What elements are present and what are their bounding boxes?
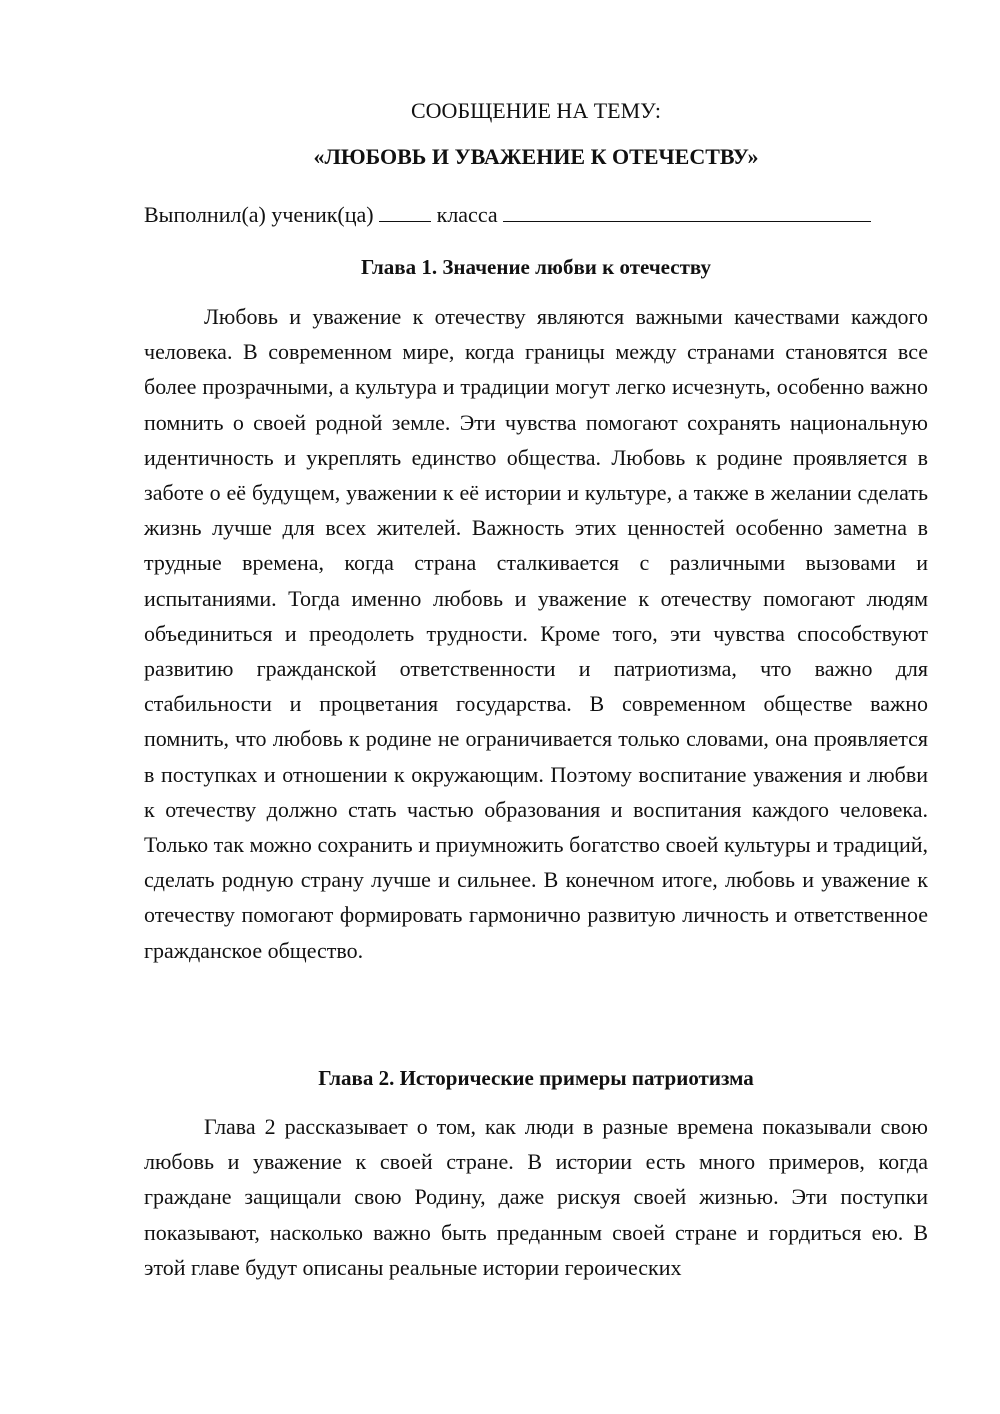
document-title-line1: СООБЩЕНИЕ НА ТЕМУ: <box>411 98 661 123</box>
document-title-line2: «ЛЮБОВЬ И УВАЖЕНИЕ К ОТЕЧЕСТВУ» <box>313 144 759 169</box>
student-name-blank <box>503 197 871 222</box>
author-label: Выполнил(а) ученик(ца) <box>144 202 374 227</box>
class-number-blank <box>379 197 431 222</box>
chapter-1-heading: Глава 1. Значение любви к отечеству <box>360 255 712 279</box>
class-label: класса <box>436 202 498 227</box>
chapter-2-paragraph: Глава 2 рассказывает о том, как люди в разные времена показывали свою любовь и уважение к своей стране. В истории есть много примеров, когда граждане защищали свою Родину, даже рискуя своей жизнью. Эти поступки показывают, насколько важно быть преданным своей стране и гордиться ею. В этой главе будут описаны реальные истории героических <box>144 1114 928 1280</box>
author-line <box>144 197 928 230</box>
chapter-2-heading: Глава 2. Исторические примеры патриотизма <box>318 1066 754 1090</box>
chapter-1-paragraph: Любовь и уважение к отечеству являются важными качествами каждого человека. В современном мире, когда границы между странами становятся все более прозрачными, а культура и традиции могут легко исчезнуть, особенно важно помнить о своей родной земле. Эти чувства помогают сохранять национальную идентичность и укреплять единство общества. Любовь к родине проявляется в заботе о её будущем, уважении к её истории и культуре, а также в желании сделать жизнь лучше для всех жителей. Важность этих ценностей особенно заметна в трудные времена, когда страна сталкивается с различными вызовами и испытаниями. Тогда именно любовь и уважение к отечеству помогают людям объединиться и преодолеть трудности. Кроме того, эти чувства способствуют развитию гражданской ответственности и патриотизма, что важно для стабильности и процветания государства. В современном обществе важно помнить, что любовь к родине не ограничивается только словами, она проявляется в поступках и отношении к окружающим. Поэтому воспитание уважения и любви к отечеству должно стать частью образования и воспитания каждого человека. Только так можно сохранить и приумножить богатство своей культуры и традиций, сделать родную страну лучше и сильнее. В конечном итоге, любовь и уважение к отечеству помогают формировать гармонично развитую личность и ответственное гражданское общество. <box>144 304 928 963</box>
